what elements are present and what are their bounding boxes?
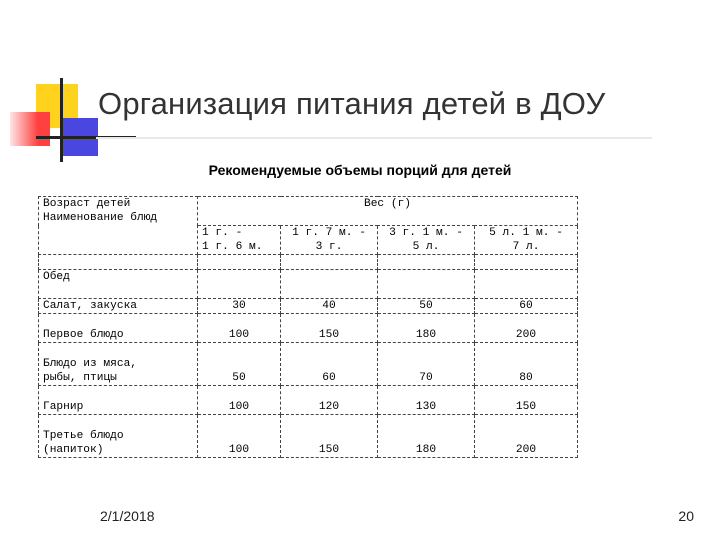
portion-value: 200 <box>475 415 578 458</box>
portion-value: 180 <box>378 415 475 458</box>
portion-value: 30 <box>198 299 281 314</box>
table-row <box>39 415 578 458</box>
dish-name: Третье блюдо (напиток) <box>39 415 198 458</box>
dish-name: Салат, закуска <box>39 299 198 314</box>
portion-value: 50 <box>198 343 281 386</box>
portion-value: 180 <box>378 314 475 343</box>
portion-value: 60 <box>475 299 578 314</box>
corner-logo <box>0 0 100 170</box>
slide-date: 2/1/2018 <box>100 508 155 524</box>
portion-value: 100 <box>198 415 281 458</box>
logo-vertical-line <box>60 78 63 162</box>
header-weight: Вес (г) <box>198 197 578 226</box>
portion-value: 40 <box>281 299 378 314</box>
age-group-header: 5 л. 1 м. - 7 л. <box>475 226 578 255</box>
portion-value: 60 <box>281 343 378 386</box>
table-row <box>39 343 578 386</box>
slide-page-number: 20 <box>678 508 694 524</box>
portion-value: 200 <box>475 314 578 343</box>
portion-table <box>38 196 578 458</box>
portion-value: 150 <box>281 314 378 343</box>
table-subtitle: Рекомендуемые объемы порций для детей <box>208 162 512 178</box>
portion-value: 130 <box>378 386 475 415</box>
header-dish-age: Возраст детей Наименование блюд <box>39 197 198 255</box>
dish-name: Блюдо из мяса, рыбы, птицы <box>39 343 198 386</box>
portion-value: 150 <box>475 386 578 415</box>
section-label-lunch: Обед <box>39 270 198 299</box>
portion-value: 50 <box>378 299 475 314</box>
table-row <box>39 314 578 343</box>
title-underline <box>96 137 652 139</box>
portion-value: 70 <box>378 343 475 386</box>
table-row <box>39 386 578 415</box>
dish-name: Гарнир <box>39 386 198 415</box>
age-group-header: 1 г. - 1 г. 6 м. <box>198 226 281 255</box>
portion-value: 80 <box>475 343 578 386</box>
dish-name: Первое блюдо <box>39 314 198 343</box>
portion-value: 100 <box>198 314 281 343</box>
slide-title: Организация питания детей в ДОУ <box>98 86 606 121</box>
logo-red-square <box>10 112 50 146</box>
age-group-header: 1 г. 7 м. - 3 г. <box>281 226 378 255</box>
portion-value: 100 <box>198 386 281 415</box>
portion-value: 120 <box>281 386 378 415</box>
age-group-header: 3 г. 1 м. - 5 л. <box>378 226 475 255</box>
portion-value: 150 <box>281 415 378 458</box>
table-row <box>39 299 578 314</box>
